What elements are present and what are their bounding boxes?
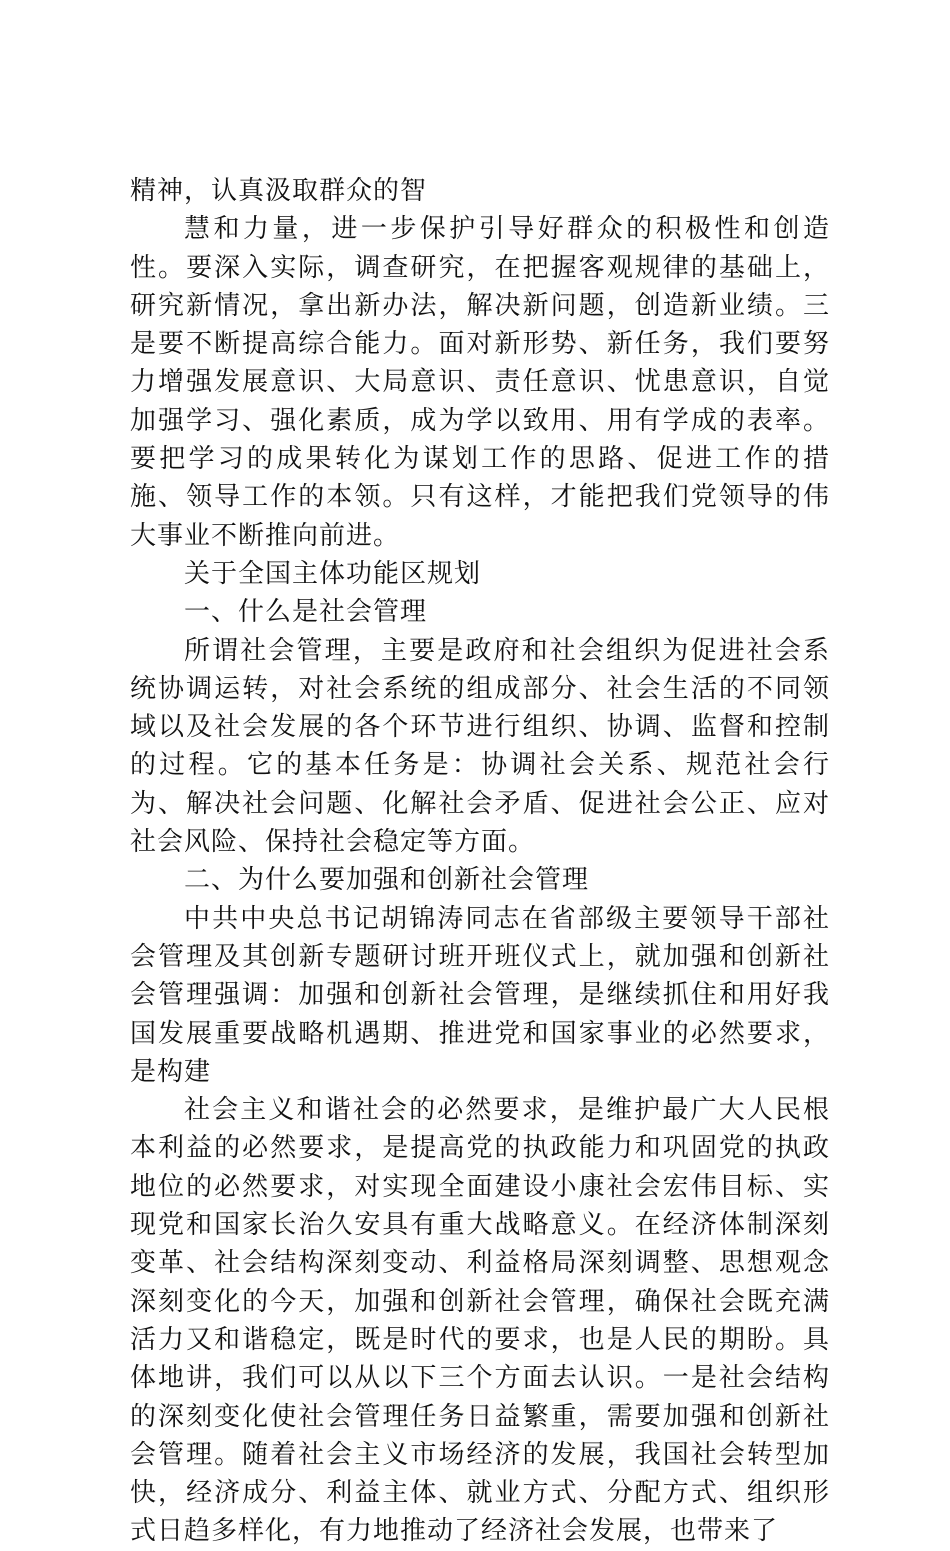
paragraph: 慧和力量，进一步保护引导好群众的积极性和创造性。要深入实际，调查研究，在把握客观规律的基础上，研究新情况，拿出新办法，解决新问题，创造新业绩。三是要不断提高综合能力。面对新形势、新任务，我们要努力增强发展意识、大局意识、责任意识、忧患意识，自觉加强学习、强化素质，成为学以致用、用有学成的表率。要把学习的成果转化为谋划工作的思路、促进工作的措施、领导工作的本领。只有这样，才能把我们党领导的伟大事业不断推向前进。 xyxy=(130,214,830,551)
paragraph-continuation: 精神，认真汲取群众的智 xyxy=(130,176,428,206)
section-heading: 二、为什么要加强和创新社会管理 xyxy=(184,865,590,896)
paragraph: 社会主义和谐社会的必然要求，是维护最广大人民根本利益的必然要求，是提高党的执政能力和巩固党的执政地位的必然要求，对实现全面建设小康社会宏伟目标、实现党和国家长治久安具有重大战略意义。在经济体制深刻变革、社会结构深刻变动、利益格局深刻调整、思想观念深刻变化的今天，加强和创新社会管理，确保社会既充满活力又和谐稳定，既是时代的要求，也是人民的期盼。具体地讲，我们可以从以下三个方面去认识。一是社会结构的深刻变化使社会管理任务日益繁重，需要加强和创新社会管理。随着社会主义市场经济的发展，我国社会转型加快，经济成分、利益主体、就业方式、分配方式、组织形式日趋多样化，有力地推动了经济社会发展，也带来了 xyxy=(130,1095,830,1547)
paragraph: 所谓社会管理，主要是政府和社会组织为促进社会系统协调运转，对社会系统的组成部分、社会生活的不同领域以及社会发展的各个环节进行组织、协调、监督和控制的过程。它的基本任务是：协调社会关系、规范社会行为、解决社会问题、化解社会矛盾、促进社会公正、应对社会风险、保持社会稳定等方面。 xyxy=(130,635,830,858)
paragraph: 中共中央总书记胡锦涛同志在省部级主要领导干部社会管理及其创新专题研讨班开班仪式上，就加强和创新社会管理强调：加强和创新社会管理，是继续抓住和用好我国发展重要战略机遇期、推进党和国家事业的必然要求，是构建 xyxy=(130,903,830,1087)
section-title: 关于全国主体功能区规划 xyxy=(184,558,482,589)
section-heading: 一、什么是社会管理 xyxy=(184,597,428,628)
